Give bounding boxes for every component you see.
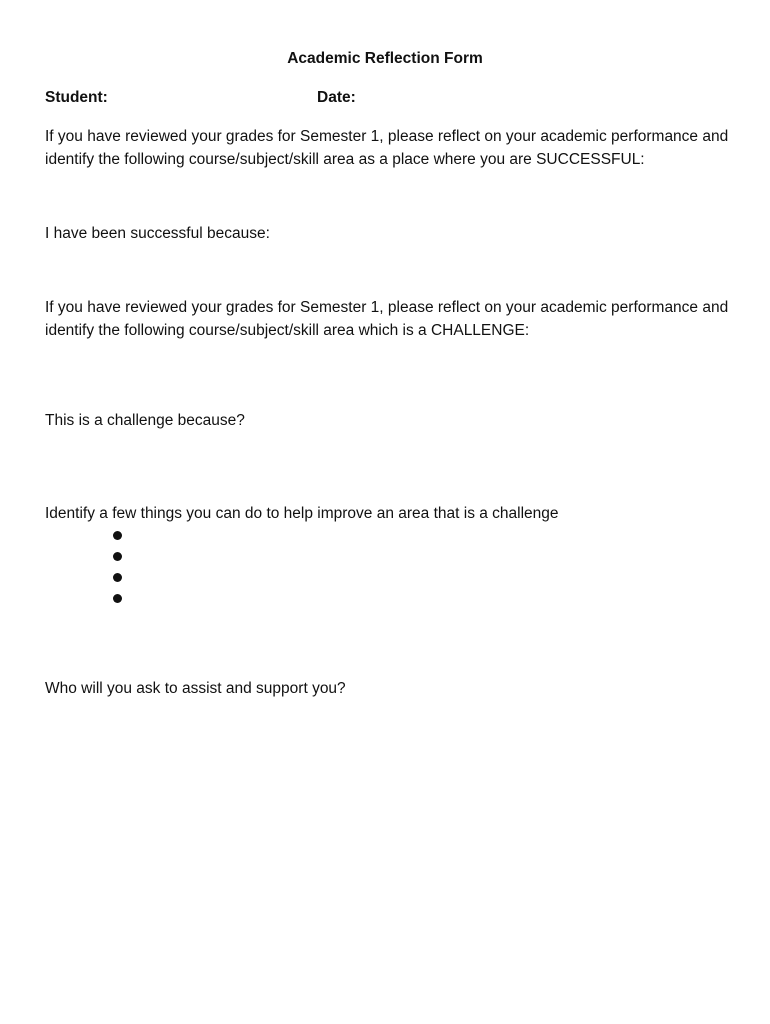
student-date-row [45, 86, 725, 109]
list-item [113, 566, 122, 587]
bullet-icon [113, 531, 122, 540]
bullet-icon [113, 594, 122, 603]
date-label: Date: [317, 89, 356, 106]
success-prompt: If you have reviewed your grades for Semester 1, please reflect on your academic performance and identify the following course/subject/skill area as a place where you are SUCCESSFUL: [45, 128, 729, 168]
bullet-icon [113, 573, 122, 582]
bullet-icon [113, 552, 122, 561]
form-title: Academic Reflection Form [287, 50, 483, 67]
improvement-bullet-list [113, 524, 122, 608]
challenge-reason-prompt: This is a challenge because? [45, 412, 245, 429]
support-prompt: Who will you ask to assist and support you? [45, 680, 346, 697]
challenge-prompt: If you have reviewed your grades for Semester 1, please reflect on your academic performance and identify the following course/subject/skill area which is a CHALLENGE: [45, 299, 729, 339]
list-item [113, 545, 122, 566]
success-reason-prompt: I have been successful because: [45, 225, 270, 242]
list-item [113, 587, 122, 608]
improve-prompt: Identify a few things you can do to help improve an area that is a challenge [45, 505, 559, 522]
student-label: Student: [45, 89, 108, 106]
list-item [113, 524, 122, 545]
